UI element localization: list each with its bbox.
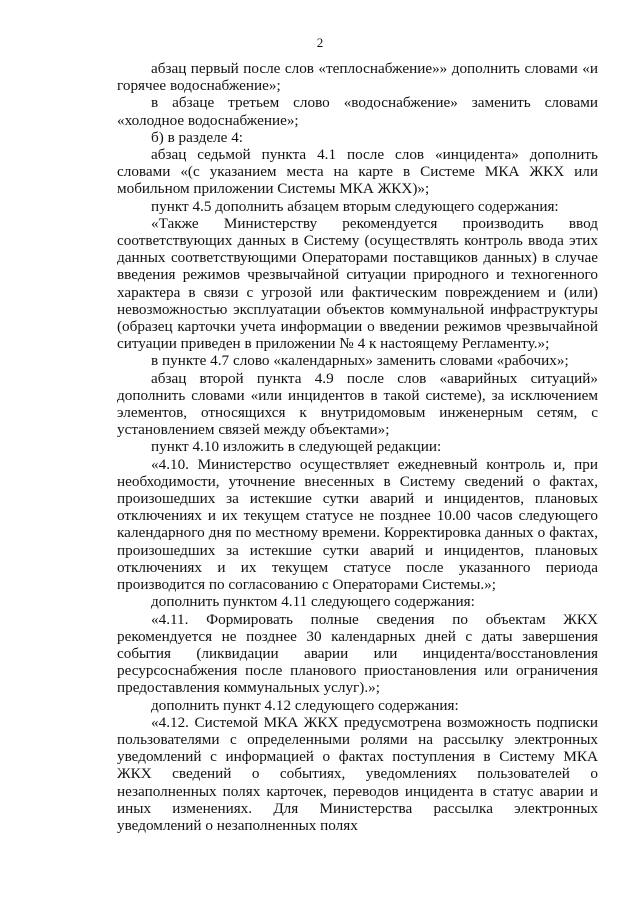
paragraph-14: «4.12. Системой МКА ЖКХ предусмотрена возможность подписки пользователями с определенными ролями на рассылку электронных уведомлений с информацией о фактах поступления в Систему МКА ЖКХ сведений о событиях, уведомлениях пользователей о незаполненных полях карточек, переводов инцидента в статус аварии и иных изменениях. Для Министерства рассылка электронных уведомлений о незаполненных полях: [117, 713, 598, 834]
paragraph-5: пункт 4.5 дополнить абзацем вторым следующего содержания:: [151, 197, 559, 215]
document-body: [117, 60, 598, 834]
paragraph-6: «Также Министерству рекомендуется производить ввод соответствующих данных в Систему (осуществлять контроль ввода этих данных соответствующими Операторами поставщиков данных) в случае введения режимов чрезвычайной ситуации природного и техногенного характера в связи с угрозой или фактическим повреждением и (или) невозможностью эксплуатации объектов коммунальной инфраструктуры (образец карточки учета информации о введении режимов чрезвычайной ситуации приведен в приложении № 4 к настоящему Регламенту.»;: [117, 214, 598, 353]
paragraph-2: в абзаце третьем слово «водоснабжение» заменить словами «холодное водоснабжение»;: [117, 94, 598, 129]
page-number: 2: [316, 35, 324, 50]
paragraph-9: пункт 4.10 изложить в следующей редакции:: [151, 438, 442, 456]
paragraph-13: дополнить пункт 4.12 следующего содержания:: [151, 696, 459, 714]
paragraph-1: абзац первый после слов «теплоснабжение»» дополнить словами «и горячее водоснабжение»;: [117, 60, 598, 95]
paragraph-4: абзац седьмой пункта 4.1 после слов «инцидента» дополнить словами «(с указанием места на карте в Системе МКА ЖКХ или мобильном приложении Системы МКА ЖКХ)»;: [117, 146, 598, 198]
paragraph-11: дополнить пунктом 4.11 следующего содержания:: [151, 593, 475, 611]
paragraph-12: «4.11. Формировать полные сведения по объектам ЖКХ рекомендуется не позднее 30 календарных дней с даты завершения события (ликвидации аварии или инцидента/восстановления ресурсоснабжения после планового приостановления или ограничения предоставления коммунальных услуг).»;: [117, 610, 598, 697]
paragraph-10: «4.10. Министерство осуществляет ежедневный контроль и, при необходимости, уточнение внесенных в Систему сведений о фактах, произошедших за истекшие сутки аварий и инцидентов, плановых отключениях и их текущем статусе не позднее 10.00 часов следующего календарного дня по местному времени. Корректировка данных о фактах, произошедших за истекшие сутки аварий и инцидентов, плановых отключениях и их текущем статусе после указанного периода производится по согласованию с Операторами Системы.»;: [117, 455, 598, 594]
paragraph-3: б) в разделе 4:: [151, 128, 244, 146]
paragraph-8: абзац второй пункта 4.9 после слов «аварийных ситуаций» дополнить словами «или инцидентов в такой системе), за исключением элементов, относящихся к внутридомовым инженерным сетям, с установлением связей между объектами»;: [117, 369, 598, 439]
paragraph-7: в пункте 4.7 слово «календарных» заменить словами «рабочих»;: [151, 352, 569, 370]
